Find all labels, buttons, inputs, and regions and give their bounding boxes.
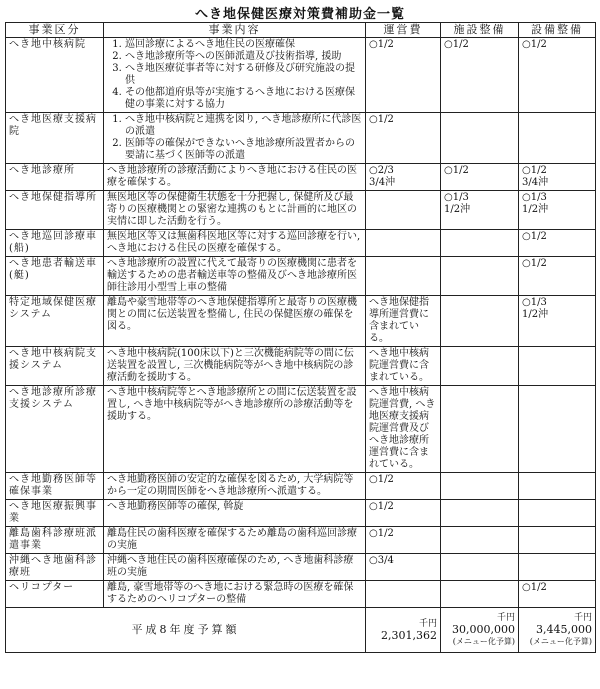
row-operating-cost: へき地中核病院運営費, へき地医療支援病院運営費及びへき地診療所運営費に含まれている。 <box>366 386 441 473</box>
row-facility <box>441 230 519 257</box>
row-equipment <box>519 347 596 386</box>
row-equipment: ○1/2 3/4沖 <box>519 164 596 191</box>
row-category: へき地勤務医師等確保事業 <box>6 473 104 500</box>
content-list-item: 1. 巡回診療によるへき地住民の医療確保 <box>125 39 362 51</box>
total-operating <box>366 608 441 653</box>
table-row <box>6 500 596 527</box>
row-operating-cost <box>366 230 441 257</box>
content-list <box>107 39 362 111</box>
row-category: へき地中核病院 <box>6 38 104 113</box>
row-content: 離島住民の歯科医療を確保するため離島の歯科巡回診療の実施 <box>104 527 366 554</box>
table-row <box>6 113 596 164</box>
row-category: 沖縄へき地歯科診療班 <box>6 554 104 581</box>
row-category: へき地中核病院支援システム <box>6 347 104 386</box>
row-category: へき地保健指導所 <box>6 191 104 230</box>
row-equipment <box>519 113 596 164</box>
row-equipment <box>519 527 596 554</box>
table-row <box>6 347 596 386</box>
row-category: へき地診療所診療支援システム <box>6 386 104 473</box>
row-facility <box>441 554 519 581</box>
table-row <box>6 257 596 296</box>
row-operating-cost <box>366 257 441 296</box>
table-row <box>6 386 596 473</box>
total-equipment <box>519 608 596 653</box>
row-equipment <box>519 554 596 581</box>
total-facility-value: 30,000,000 <box>452 623 515 636</box>
row-facility <box>441 500 519 527</box>
row-equipment: ○1/3 1/2沖 <box>519 296 596 347</box>
subsidy-table <box>5 22 596 653</box>
row-category: へき地巡回診療車(船) <box>6 230 104 257</box>
row-category: へき地診療所 <box>6 164 104 191</box>
row-facility <box>441 257 519 296</box>
row-equipment <box>519 386 596 473</box>
row-content: 離島, 豪雪地帯等のへき地における緊急時の医療を確保するためのヘリコプターの整備 <box>104 581 366 608</box>
row-facility <box>441 347 519 386</box>
row-facility <box>441 113 519 164</box>
row-equipment: ○1/2 <box>519 581 596 608</box>
document-title: へき地保健医療対策費補助金一覧 <box>194 7 405 22</box>
row-operating-cost: ○1/2 <box>366 38 441 113</box>
row-operating-cost: ○1/2 <box>366 500 441 527</box>
row-operating-cost: へき地中核病院運営費に含まれている。 <box>366 347 441 386</box>
table-row <box>6 38 596 113</box>
content-list <box>107 114 362 162</box>
row-category: 離島歯科診療班派遣事業 <box>6 527 104 554</box>
row-operating-cost: ○1/2 <box>366 113 441 164</box>
content-list-item: 4. その他都道府県等が実施するへき地における医療保健の事業に対する協力 <box>125 87 362 111</box>
content-list-item: 2. へき地診療所等への医師派遣及び技術指導, 援助 <box>125 51 362 63</box>
content-list-item: 3. へき地医療従事者等に対する研修及び研究施設の提供 <box>125 63 362 87</box>
row-operating-cost: ○1/2 <box>366 473 441 500</box>
header-operating-cost: 運営費 <box>366 23 441 38</box>
row-content: 離島や豪雪地帯等のへき地保健指導所と最寄りの医療機関との間に伝送装置を整備し, 住民の保健医療の確保を図る。 <box>104 296 366 347</box>
table-row <box>6 527 596 554</box>
row-equipment <box>519 500 596 527</box>
row-category: へき地医療振興事業 <box>6 500 104 527</box>
row-operating-cost <box>366 191 441 230</box>
row-operating-cost: ○2/3 3/4沖 <box>366 164 441 191</box>
row-content: 無医地区等又は無歯科医地区等に対する巡回診療を行い, へき地における住民の医療を確保する。 <box>104 230 366 257</box>
table-row <box>6 554 596 581</box>
row-content: へき地診療所の診療活動によりへき地における住民の医療を確保する。 <box>104 164 366 191</box>
row-equipment: ○1/3 1/2沖 <box>519 191 596 230</box>
total-facility-note: (メニュー化予算) <box>452 637 515 646</box>
table-header-row <box>6 23 596 38</box>
row-content: 沖縄へき地住民の歯科医療確保のため, へき地歯科診療班の実施 <box>104 554 366 581</box>
row-category: へき地医療支援病院 <box>6 113 104 164</box>
header-equipment: 設備整備 <box>519 23 596 38</box>
row-content: へき地中核病院(100床以下)と三次機能病院等の間に伝送装置を設置し, 三次機能病院等がへき地中核病院の診療活動を援助する。 <box>104 347 366 386</box>
row-facility <box>441 527 519 554</box>
header-category: 事業区分 <box>6 23 104 38</box>
row-content: へき地勤務医師等の確保, 斡旋 <box>104 500 366 527</box>
row-content: 無医地区等の保健衛生状態を十分把握し, 保健所及び最寄りの医療機関との緊密な連携のもとに計画的に地区の実情に即した活動を行う。 <box>104 191 366 230</box>
row-category: 特定地域保健医療システム <box>6 296 104 347</box>
total-equipment-unit: 千円 <box>573 613 592 623</box>
row-facility: ○1/3 1/2沖 <box>441 191 519 230</box>
row-content <box>104 38 366 113</box>
row-category: へき地患者輸送車(艇) <box>6 257 104 296</box>
total-equipment-value: 3,445,000 <box>536 623 592 636</box>
table-row <box>6 230 596 257</box>
row-equipment <box>519 473 596 500</box>
total-row <box>6 608 596 653</box>
row-operating-cost: ○1/2 <box>366 527 441 554</box>
header-facility: 施設整備 <box>441 23 519 38</box>
row-operating-cost <box>366 581 441 608</box>
row-facility: ○1/2 <box>441 164 519 191</box>
row-facility <box>441 386 519 473</box>
total-operating-unit: 千円 <box>418 619 437 629</box>
row-content: へき地勤務医師の安定的な確保を図るため, 大学病院等から一定の期間医師をへき地診療所へ派遣する。 <box>104 473 366 500</box>
row-facility <box>441 473 519 500</box>
table-row <box>6 581 596 608</box>
row-operating-cost: ○3/4 <box>366 554 441 581</box>
total-facility-unit: 千円 <box>496 613 515 623</box>
total-label: 平成8年度予算額 <box>6 608 366 653</box>
content-list-item: 2. 医師等の確保ができないへき地診療所設置者からの要請に基づく医師等の派遣 <box>125 138 362 162</box>
row-content: へき地診療所の設置に代えて最寄りの医療機関に患者を輸送するための患者輸送車等の整備及びへき地診療所医師往診用小型雪上車の整備 <box>104 257 366 296</box>
table-row <box>6 164 596 191</box>
total-facility <box>441 608 519 653</box>
content-list-item: 1. へき地中核病院と連携を図り, へき地診療所に代診医の派遣 <box>125 114 362 138</box>
row-content: へき地中核病院等とへき地診療所との間に伝送装置を設置し, へき地中核病院等がへき地診療所の診療活動等を援助する。 <box>104 386 366 473</box>
row-facility: ○1/2 <box>441 38 519 113</box>
row-category: ヘリコプター <box>6 581 104 608</box>
row-content <box>104 113 366 164</box>
total-operating-value: 2,301,362 <box>381 629 437 642</box>
row-equipment: ○1/2 <box>519 230 596 257</box>
table-row <box>6 296 596 347</box>
total-equipment-note: (メニュー化予算) <box>529 637 592 646</box>
table-row <box>6 191 596 230</box>
row-operating-cost: へき地保健指導所運営費に含まれている。 <box>366 296 441 347</box>
row-equipment: ○1/2 <box>519 257 596 296</box>
row-facility <box>441 296 519 347</box>
header-content: 事業内容 <box>104 23 366 38</box>
row-facility <box>441 581 519 608</box>
row-equipment: ○1/2 <box>519 38 596 113</box>
table-row <box>6 473 596 500</box>
